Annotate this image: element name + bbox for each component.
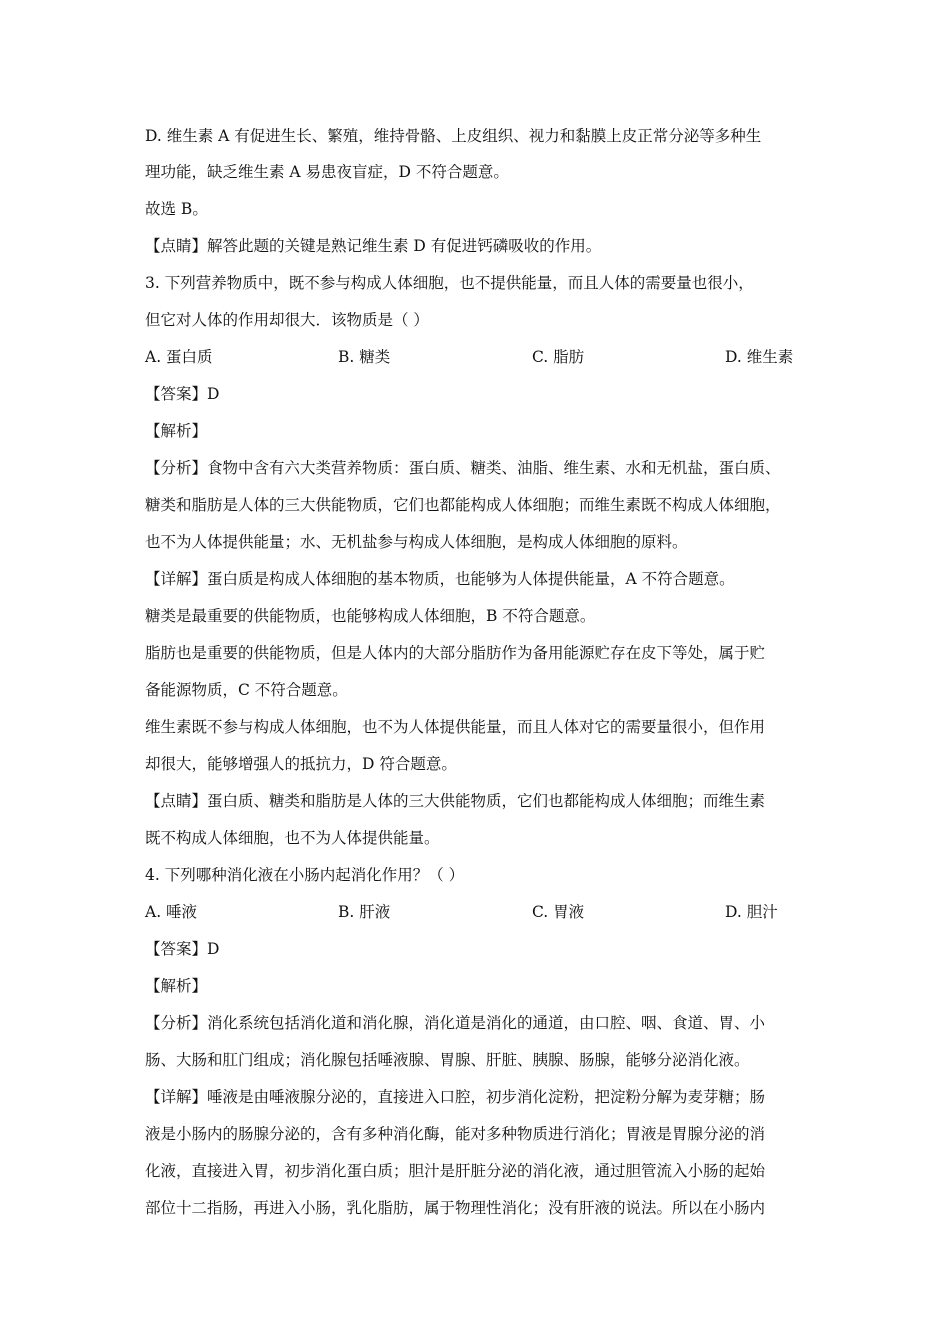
q3-option-b: B. 糖类 bbox=[338, 348, 391, 366]
q2-option-d-explanation-line-2: 理功能，缺乏维生素 A 易患夜盲症，D 不符合题意。 bbox=[145, 163, 509, 181]
q3-detail-line-1: 【详解】蛋白质是构成人体细胞的基本物质，也能够为人体提供能量，A 不符合题意。 bbox=[145, 570, 735, 588]
q3-stem-line-2: 但它对人体的作用却很大．该物质是（ ） bbox=[145, 311, 429, 329]
q3-analysis-line-1: 【分析】食物中含有六大类营养物质：蛋白质、糖类、油脂、维生素、水和无机盐，蛋白质、 bbox=[145, 459, 781, 477]
q3-detail-line-5: 维生素既不参与构成人体细胞，也不为人体提供能量，而且人体对它的需要量很小，但作用 bbox=[145, 718, 766, 736]
q2-conclusion: 故选 B。 bbox=[145, 200, 208, 218]
q3-analysis-line-3: 也不为人体提供能量；水、无机盐参与构成人体细胞，是构成人体细胞的原料。 bbox=[145, 533, 688, 551]
q3-detail-line-6: 却很大，能够增强人的抵抗力，D 符合题意。 bbox=[145, 755, 457, 773]
q2-comment: 【点睛】解答此题的关键是熟记维生素 D 有促进钙磷吸收的作用。 bbox=[145, 237, 602, 255]
q4-stem: 4. 下列哪种消化液在小肠内起消化作用？（ ） bbox=[145, 866, 465, 884]
q3-option-c: C. 脂肪 bbox=[532, 348, 585, 366]
q4-analysis-line-2: 肠、大肠和肛门组成；消化腺包括唾液腺、胃腺、肝脏、胰腺、肠腺，能够分泌消化液。 bbox=[145, 1051, 750, 1069]
q4-option-b: B. 肝液 bbox=[338, 903, 391, 921]
q4-detail-line-3: 化液，直接进入胃，初步消化蛋白质；胆汁是肝脏分泌的消化液，通过胆管流入小肠的起始 bbox=[145, 1162, 766, 1180]
q3-detail-line-4: 备能源物质，C 不符合题意。 bbox=[145, 681, 348, 699]
q4-option-a: A. 唾液 bbox=[145, 903, 198, 921]
q4-detail-line-1: 【详解】唾液是由唾液腺分泌的，直接进入口腔，初步消化淀粉，把淀粉分解为麦芽糖；肠 bbox=[145, 1088, 766, 1106]
q3-option-d: D. 维生素 bbox=[725, 348, 794, 366]
q3-detail-line-2: 糖类是最重要的供能物质，也能够构成人体细胞，B 不符合题意。 bbox=[145, 607, 596, 625]
q4-option-d: D. 胆汁 bbox=[725, 903, 778, 921]
q4-analysis-line-1: 【分析】消化系统包括消化道和消化腺，消化道是消化的通道，由口腔、咽、食道、胃、小 bbox=[145, 1014, 766, 1032]
q4-analysis-title: 【解析】 bbox=[145, 977, 208, 995]
q3-option-a: A. 蛋白质 bbox=[145, 348, 213, 366]
q3-comment-line-2: 既不构成人体细胞，也不为人体提供能量。 bbox=[145, 829, 440, 847]
q4-answer: 【答案】D bbox=[145, 940, 220, 958]
q3-analysis-title: 【解析】 bbox=[145, 422, 208, 440]
q4-option-c: C. 胃液 bbox=[532, 903, 585, 921]
q3-comment-line-1: 【点睛】蛋白质、糖类和脂肪是人体的三大供能物质，它们也都能构成人体细胞；而维生素 bbox=[145, 792, 766, 810]
q3-analysis-line-2: 糖类和脂肪是人体的三大供能物质，它们也都能构成人体细胞；而维生素既不构成人体细胞， bbox=[145, 496, 781, 514]
q2-option-d-explanation-line-1: D. 维生素 A 有促进生长、繁殖，维持骨骼、上皮组织、视力和黏膜上皮正常分泌等多种生 bbox=[145, 127, 762, 145]
q3-stem-line-1: 3. 下列营养物质中，既不参与构成人体细胞，也不提供能量，而且人体的需要量也很小， bbox=[145, 274, 754, 292]
q4-detail-line-4: 部位十二指肠，再进入小肠，乳化脂肪，属于物理性消化；没有肝液的说法。所以在小肠内 bbox=[145, 1199, 766, 1217]
q3-detail-line-3: 脂肪也是重要的供能物质，但是人体内的大部分脂肪作为备用能源贮存在皮下等处，属于贮 bbox=[145, 644, 766, 662]
q4-detail-line-2: 液是小肠内的肠腺分泌的，含有多种消化酶，能对多种物质进行消化；胃液是胃腺分泌的消 bbox=[145, 1125, 766, 1143]
q3-answer: 【答案】D bbox=[145, 385, 220, 403]
